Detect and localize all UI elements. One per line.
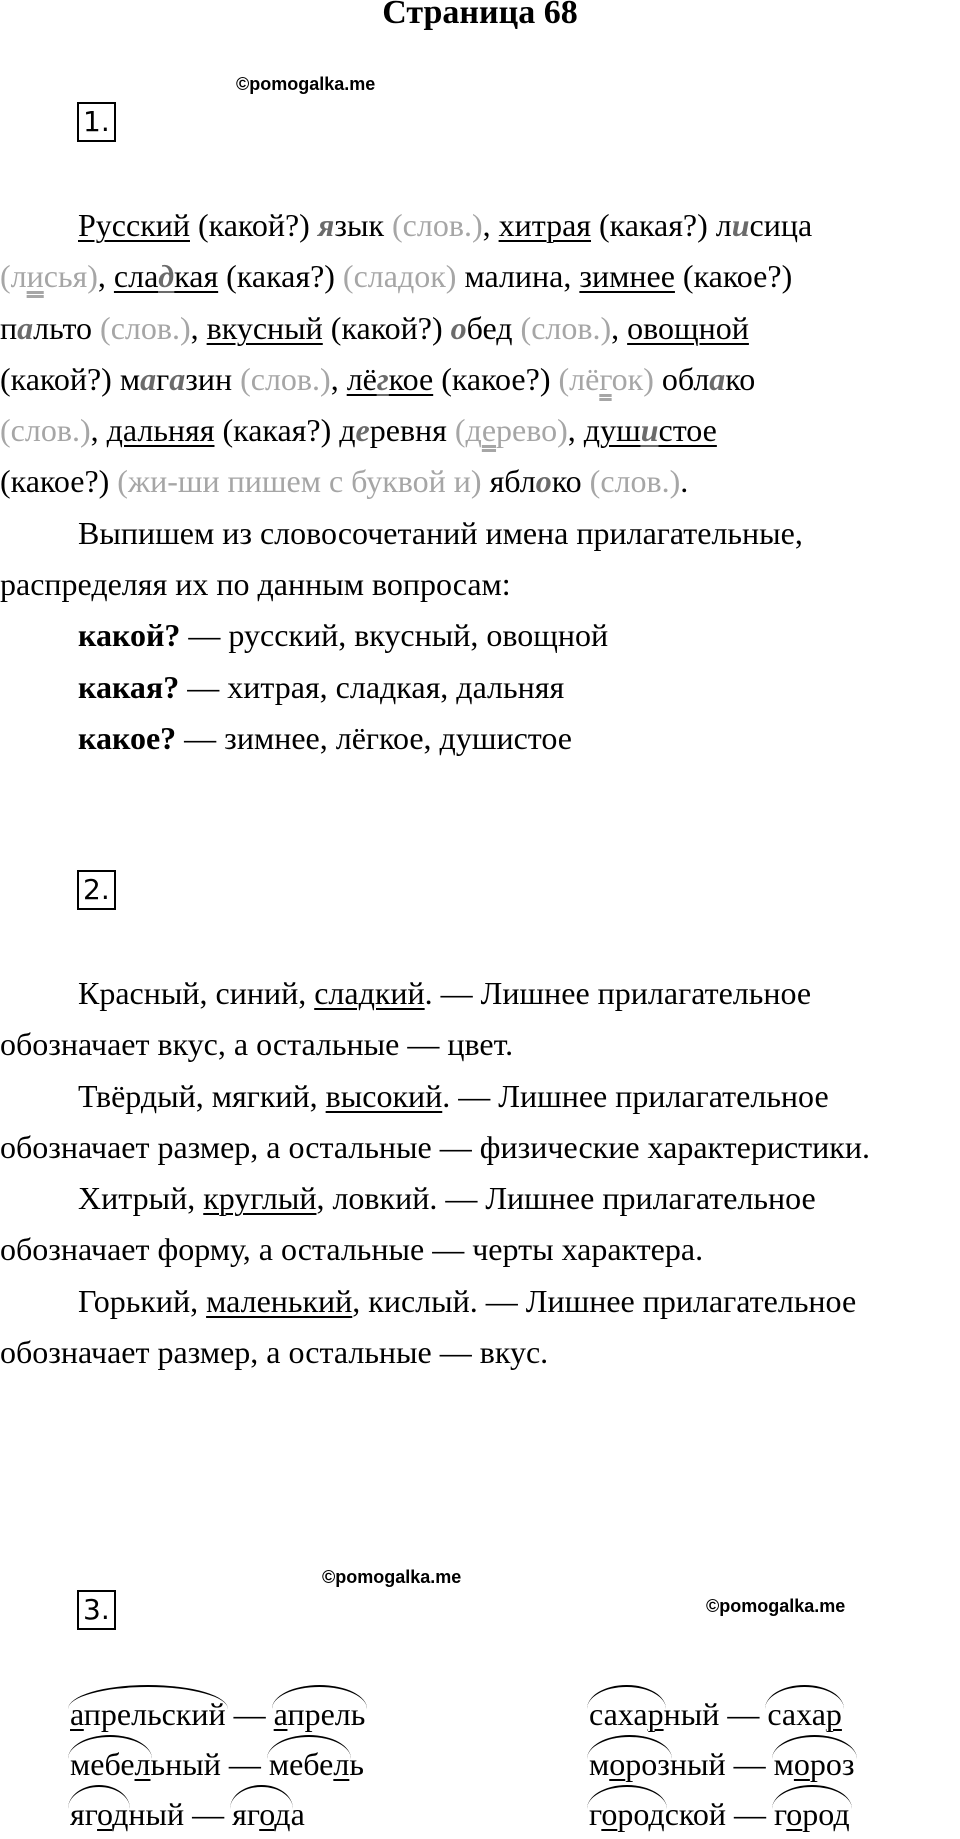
letter: о [259,1796,275,1832]
word: хитрая [498,207,592,243]
root-word [70,1739,150,1789]
note: г [599,360,612,397]
note: д [397,258,415,295]
text: Красный, синий, [78,975,315,1011]
watermark: ©pomogalka.me [706,1596,846,1616]
text: , [330,360,347,397]
root-word [274,1689,366,1739]
text: обл [653,360,710,397]
text: сица [749,207,813,243]
text: , [611,309,628,346]
text: . [680,463,689,500]
dash: — [225,1696,274,1732]
word: дальняя [106,412,215,449]
vowel: а [140,360,157,397]
text: п [0,309,18,346]
note: (лё [558,360,600,397]
word: Русский [78,207,190,243]
letter: л [333,1746,350,1782]
word: овощной [627,309,749,346]
watermark: ©pomogalka.me [236,74,376,94]
text: род [802,1796,850,1832]
text: Твёрдый, мягкий, [78,1077,326,1114]
word: кая [174,258,219,295]
root-word: ягод [232,1789,290,1839]
word: кое [388,360,434,397]
vowel: и [731,207,750,243]
ex2-paragraph-4 [0,1276,960,1379]
text: . — Лишнее прилагательное обозначает размер, а остальные — физические характеристики. [0,1077,870,1165]
ex1-answer-2 [0,662,960,713]
ex2-paragraph-1 [0,968,960,1071]
letter: л [134,1746,151,1782]
root-word [774,1739,855,1789]
consonant: г [376,360,389,397]
note: (слов.) [0,412,91,449]
word: зимнее [579,258,675,295]
vowel: о [450,309,467,346]
letter: а [273,1696,288,1732]
root-word: мороз [589,1739,670,1789]
text: ко [725,360,756,397]
word-pair: городской — город [589,1789,855,1839]
note: (слов.) [520,309,612,346]
ex1-line-1 [0,200,960,251]
vowel: и [640,412,659,449]
text: , [190,309,207,346]
text: , [567,412,584,449]
page-title: Страница 68 [382,0,578,31]
text: . — Лишнее прилагательное обозначает вкус, а остальные — цвет. [0,975,812,1063]
text: саха [767,1696,826,1732]
root-word: город [589,1789,665,1839]
question: какое? [78,719,177,756]
text: (какая?) [218,258,343,295]
text: г [156,360,170,397]
text: ревня [369,412,455,449]
dash: — [719,1696,768,1732]
text: (какое?) [0,463,118,500]
text: , [97,258,114,295]
text: яг [232,1796,260,1832]
root-word [589,1689,664,1739]
word: стое [658,412,717,449]
question: какой? [78,617,181,654]
word-pair [70,1739,365,1789]
note: (д [454,412,482,449]
word: лё [346,360,377,397]
dash: — [725,1746,774,1782]
text: мебе [268,1746,334,1782]
word: сла [113,258,159,295]
text: (какой?) [190,207,318,243]
text: бед [466,309,521,346]
odd-word: высокий [325,1077,443,1114]
ex1-line-3 [0,303,960,354]
text: зин [185,360,241,397]
letter: р [647,1696,664,1732]
note: е [481,412,497,449]
root-word [767,1689,842,1739]
text: прель [287,1696,366,1732]
note: и [26,258,44,295]
letter: о [609,1746,626,1782]
note: (слов.) [392,207,483,243]
letter: а [70,1696,84,1732]
ex1-paragraph-2: Выпишем из словосочетаний имена прилагательные, распределяя их по данным вопросам: [0,514,803,603]
text: малина, [456,258,580,295]
vowel: е [355,412,370,449]
text: роз [809,1746,855,1782]
note: ок) [414,258,457,295]
exercise-2-text [0,968,960,1378]
root-word [70,1689,226,1739]
text: яг [70,1796,98,1832]
dash: — [184,1796,233,1832]
text: , ловкий. — Лишнее прилагательное обозначает форму, а остальные — черты характера. [0,1180,816,1268]
text: (какая?) д [214,412,356,449]
odd-word: маленький [206,1282,353,1319]
word-pair: ягодный — ягода [70,1789,365,1839]
word-pair: морозный — мороз [589,1739,855,1789]
ex2-paragraph-3 [0,1173,960,1276]
answer: — русский, вкусный, овощной [180,617,609,654]
ex3-right-column [589,1689,855,1839]
note: (сла [342,258,398,295]
letter: р [825,1696,842,1732]
ex1-line-5 [0,405,960,456]
ex1-answer-1 [0,610,960,661]
vowel: а [169,360,186,397]
watermark: ©pomogalka.me [322,1567,462,1587]
letter: о [786,1796,803,1832]
root-word [774,1789,850,1839]
note: (слов.) [100,309,191,346]
text: г [589,1796,602,1832]
ex3-left-column [70,1689,365,1839]
text: (какое?) [433,360,559,397]
text: ко [551,463,590,500]
text: м [773,1746,794,1782]
text: льто [33,309,101,346]
word: душ [583,412,641,449]
note: рево) [496,412,568,449]
root-word [269,1739,349,1789]
dash: — [725,1796,774,1832]
ex2-paragraph-2 [0,1071,960,1174]
vowel: о [535,463,552,500]
text: (какое?) [674,258,793,295]
text: Хитрый, [78,1180,204,1217]
text: саха [589,1696,648,1732]
word-pair [589,1689,855,1739]
ex1-line-6 [0,456,960,507]
word: вкусный [206,309,323,346]
ex1-line-4 [0,354,960,405]
note: (слов.) [240,360,331,397]
text: Горький, [78,1282,207,1319]
letter: о [793,1746,810,1782]
text: (какой?) м [0,360,141,397]
exercise-1-text [0,200,960,764]
text: м [589,1746,610,1782]
note: (л [0,258,27,295]
letter: о [601,1796,618,1832]
root-word: ягод [70,1789,128,1839]
letter: о [97,1796,113,1832]
text: прельский [83,1696,226,1732]
vowel: а [709,360,726,397]
exercise-number-3: 3. [77,1590,116,1630]
ex1-line-2 [0,251,960,302]
text: , кислый. — Лишнее прилагательное обозначает размер, а остальные — вкус. [0,1282,857,1371]
note: сья) [43,258,98,295]
text: ьный [150,1746,221,1782]
exercise-number-2: 2. [77,870,116,910]
text: (какая?) л [591,207,732,243]
text: г [773,1796,787,1832]
dash: — [220,1746,269,1782]
text: (какой?) [322,309,451,346]
consonant: д [158,258,175,295]
text: , [90,412,107,449]
exercise-number-1: 1. [77,102,116,142]
answer: — зимнее, лёгкое, душистое [176,719,572,756]
odd-word: сладкий [314,975,425,1011]
vowel: я [317,207,335,243]
note: (жи-ши пишем с буквой и) [117,463,482,500]
vowel: а [17,309,34,346]
text: мебе [70,1746,135,1782]
note: ок) [611,360,654,397]
ex1-answer-3 [0,713,960,764]
text: , [482,207,499,243]
text: ь [349,1746,364,1782]
odd-word: круглый [203,1180,317,1217]
word-pair [70,1689,365,1739]
text: зык [334,207,392,243]
question: какая? [78,668,180,705]
note: (слов.) [589,463,681,500]
answer: — хитрая, сладкая, дальняя [179,668,565,705]
text: ный [663,1696,720,1732]
text: ябл [481,463,536,500]
